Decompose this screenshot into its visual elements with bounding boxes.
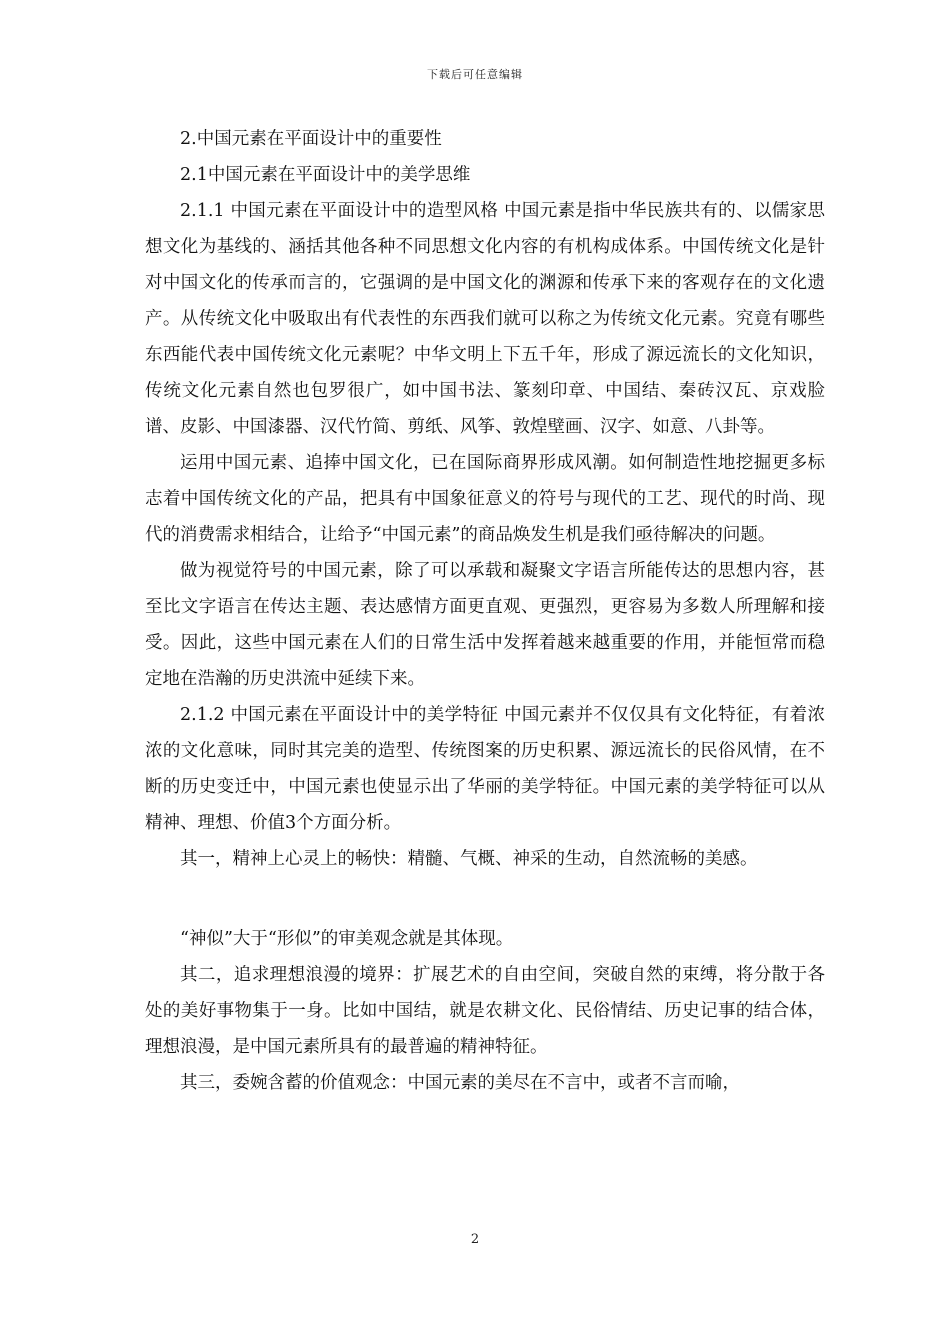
paragraph: 2.1.2 中国元素在平面设计中的美学特征 中国元素并不仅仅具有文化特征，有着浓浓的文化意味，同时其完美的造型、传统图案的历史积累、源远流长的民俗风情，在不断的历史变迁中，中国元素也使显示出了华丽的美学特征。中国元素的美学特征可以从精神、理想、价值3个方面分析。 (145, 705, 825, 833)
paragraph: 其二，追求理想浪漫的境界：扩展艺术的自由空间，突破自然的束缚，将分散于各处的美好事物集于一身。比如中国结，就是农耕文化、民俗情结、历史记事的结合体，理想浪漫，是中国元素所具有的最普遍的精神特征。 (145, 965, 825, 1057)
page-number: 2 (470, 1232, 480, 1247)
subsection-heading: 2.1中国元素在平面设计中的美学思维 (180, 165, 471, 185)
page-header: 下载后可任意编辑 (427, 68, 523, 81)
document-body (145, 121, 825, 1101)
paragraph: 其三，委婉含蓄的价值观念：中国元素的美尽在不言中，或者不言而喻， (180, 1073, 740, 1093)
section-heading: 2.中国元素在平面设计中的重要性 (180, 129, 442, 149)
paragraph: 运用中国元素、追捧中国文化，已在国际商界形成风潮。如何制造性地挖掘更多标志着中国传统文化的产品，把具有中国象征意义的符号与现代的工艺、现代的时尚、现代的消费需求相结合，让给予“中国元素”的商品焕发生机是我们亟待解决的问题。 (145, 453, 825, 545)
paragraph: 其一，精神上心灵上的畅快：精髓、气概、神采的生动，自然流畅的美感。 (180, 849, 758, 869)
paragraph: “神似”大于“形似”的审美观念就是其体现。 (180, 929, 514, 949)
paragraph: 做为视觉符号的中国元素，除了可以承载和凝聚文字语言所能传达的思想内容，甚至比文字语言在传达主题、表达感情方面更直观、更强烈，更容易为多数人所理解和接受。因此，这些中国元素在人们的日常生活中发挥着越来越重要的作用，并能恒常而稳定地在浩瀚的历史洪流中延续下来。 (145, 561, 825, 689)
paragraph: 2.1.1 中国元素在平面设计中的造型风格 中国元素是指中华民族共有的、以儒家思想文化为基线的、涵括其他各种不同思想文化内容的有机构成体系。中国传统文化是针对中国文化的传承而言的，它强调的是中国文化的渊源和传承下来的客观存在的文化遗产。从传统文化中吸取出有代表性的东西我们就可以称之为传统文化元素。究竟有哪些东西能代表中国传统文化元素呢？中华文明上下五千年，形成了源远流长的文化知识，传统文化元素自然也包罗很广，如中国书法、篆刻印章、中国结、秦砖汉瓦、京戏脸谱、皮影、中国漆器、汉代竹简、剪纸、风筝、敦煌壁画、汉字、如意、八卦等。 (145, 201, 825, 437)
